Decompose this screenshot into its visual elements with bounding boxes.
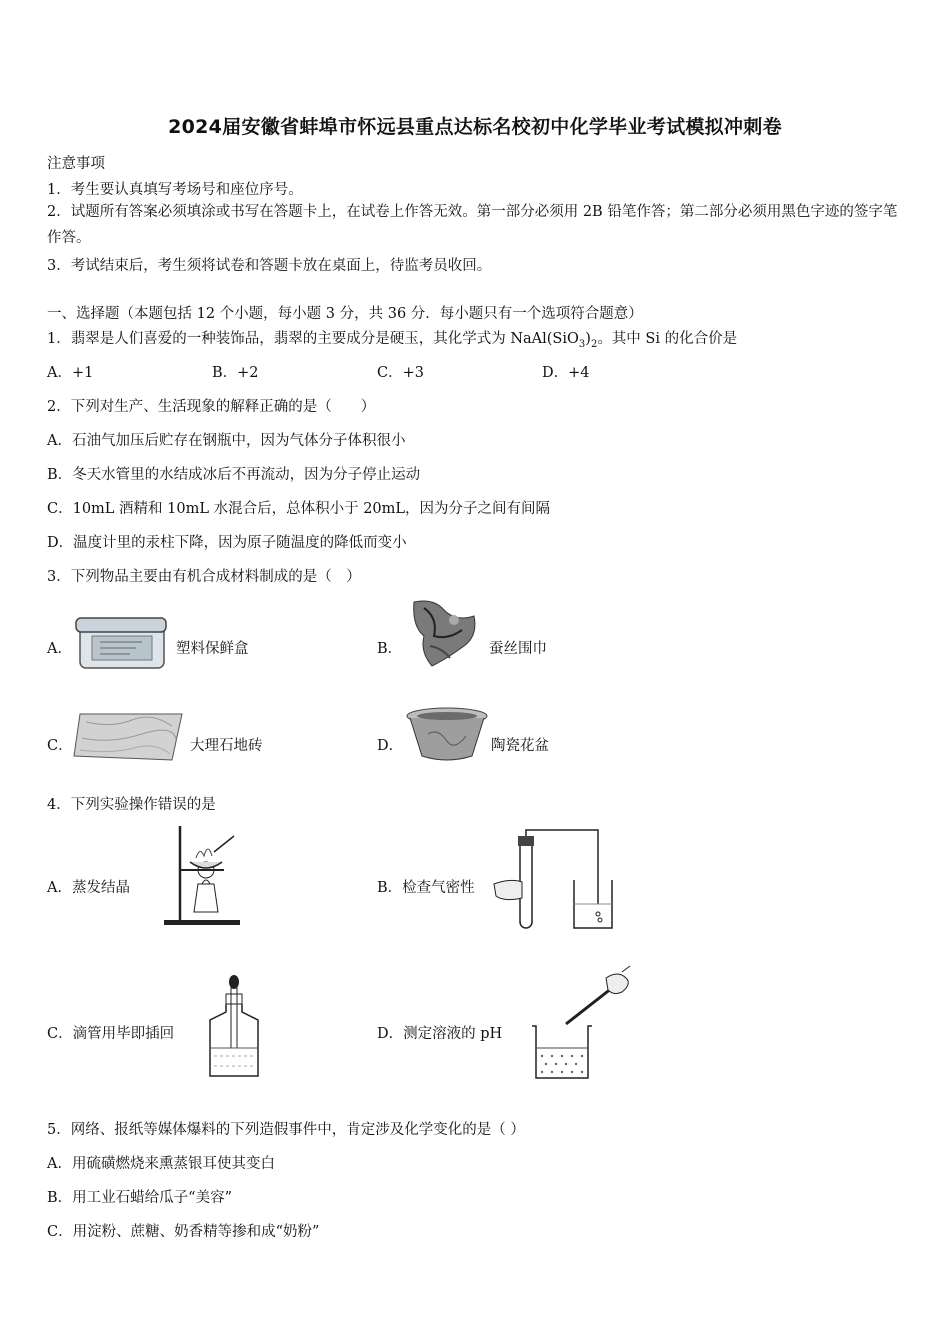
ceramic-pot-icon bbox=[404, 706, 490, 764]
question-5-stem: 5．网络、报纸等媒体爆料的下列造假事件中，肯定涉及化学变化的是（ ） bbox=[47, 1122, 525, 1138]
q5-option-a[interactable]: A．用硫磺燃烧来熏蒸银耳使其变白 bbox=[47, 1156, 275, 1172]
notice-heading: 注意事项 bbox=[47, 156, 105, 172]
q3-option-a-letter[interactable]: A． bbox=[47, 641, 72, 657]
dropper-bottle-icon bbox=[204, 972, 262, 1082]
q1-option-d[interactable]: D．+4 bbox=[542, 365, 590, 381]
q1-option-c[interactable]: C．+3 bbox=[377, 365, 424, 381]
question-3-stem: 3．下列物品主要由有机合成材料制成的是（ ） bbox=[47, 569, 361, 585]
plastic-box-icon bbox=[72, 612, 170, 674]
q1-option-b[interactable]: B．+2 bbox=[212, 365, 259, 381]
notice-item-1: 1．考生要认真填写考场号和座位序号。 bbox=[47, 182, 303, 198]
q4-option-c[interactable]: C．滴管用毕即插回 bbox=[47, 1026, 175, 1042]
notice-item-3: 3．考试结束后，考生须将试卷和答题卡放在桌面上，待监考员收回。 bbox=[47, 258, 492, 274]
q1-option-a[interactable]: A．+1 bbox=[47, 365, 94, 381]
q3-option-c-label: 大理石地砖 bbox=[190, 738, 263, 754]
question-2-stem: 2．下列对生产、生活现象的解释正确的是（ ） bbox=[47, 399, 376, 415]
q5-option-c[interactable]: C．用淀粉、蔗糖、奶香精等掺和成“奶粉” bbox=[47, 1224, 320, 1240]
q3-option-a-label: 塑料保鲜盒 bbox=[176, 641, 249, 657]
q4-option-b[interactable]: B．检查气密性 bbox=[377, 880, 475, 896]
q3-option-c-letter[interactable]: C． bbox=[47, 738, 73, 754]
q2-option-b[interactable]: B．冬天水管里的水结成冰后不再流动，因为分子停止运动 bbox=[47, 467, 421, 483]
q5-option-b[interactable]: B．用工业石蜡给瓜子“美容” bbox=[47, 1190, 232, 1206]
q3-option-d-letter[interactable]: D． bbox=[377, 738, 404, 754]
q2-option-a[interactable]: A．石油气加压后贮存在钢瓶中，因为气体分子体积很小 bbox=[47, 433, 406, 449]
q3-option-b-label: 蚕丝围巾 bbox=[489, 641, 547, 657]
section-heading: 一、选择题（本题包括 12 个小题，每小题 3 分，共 36 分．每小题只有一个选项符合题意） bbox=[47, 306, 643, 322]
q3-option-d-label: 陶瓷花盆 bbox=[491, 738, 549, 754]
q2-option-c[interactable]: C．10mL 酒精和 10mL 水混合后，总体积小于 20mL，因为分子之间有间隔 bbox=[47, 501, 551, 517]
ph-test-icon bbox=[526, 964, 638, 1084]
question-4-stem: 4．下列实验操作错误的是 bbox=[47, 797, 216, 813]
notice-item-2: 2．试题所有答案必须填涂或书写在答题卡上，在试卷上作答无效。第一部分必须用 2B 铅笔作答；第二部分必须用黑色字迹的签字笔作答。 bbox=[47, 204, 898, 246]
page-title: 2024届安徽省蚌埠市怀远县重点达标名校初中化学毕业考试模拟冲刺卷 bbox=[168, 116, 782, 138]
airtightness-check-icon bbox=[490, 824, 614, 934]
evaporation-apparatus-icon bbox=[160, 822, 244, 928]
question-1-stem: 1．翡翠是人们喜爱的一种装饰品，翡翠的主要成分是硬玉，其化学式为 $NaAl(SiO_3)_2$。其中 Si 的化合价是 bbox=[47, 331, 738, 350]
q2-option-d[interactable]: D．温度计里的汞柱下降，因为原子随温度的降低而变小 bbox=[47, 535, 407, 551]
q4-option-a[interactable]: A．蒸发结晶 bbox=[47, 880, 130, 896]
marble-tile-icon bbox=[72, 708, 188, 764]
q4-option-d[interactable]: D．测定溶液的 pH bbox=[377, 1026, 503, 1042]
q3-option-b-letter[interactable]: B． bbox=[377, 641, 403, 657]
silk-scarf-icon bbox=[404, 596, 484, 672]
